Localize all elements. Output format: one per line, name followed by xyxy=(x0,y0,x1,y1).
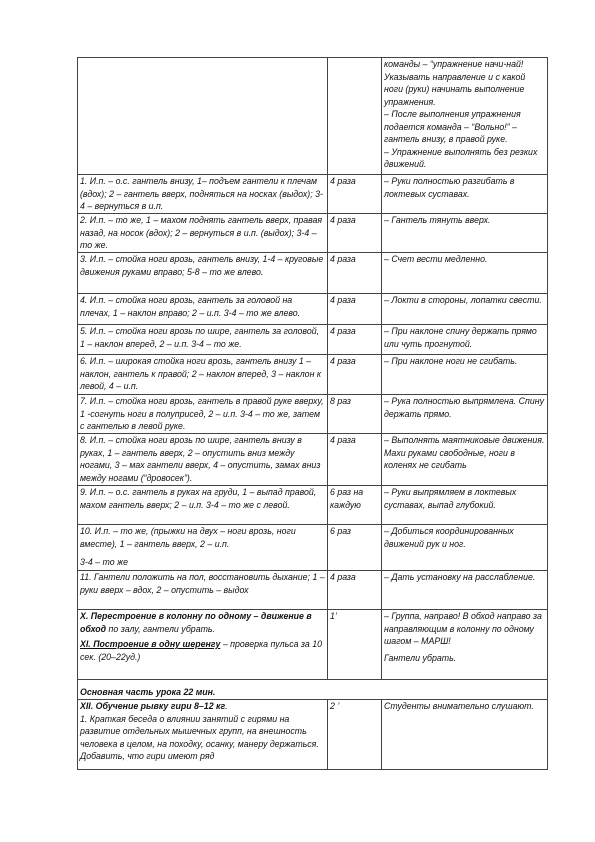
exercise-cell: 3. И.п. – стойка ноги врозь, гантель внизу, 1-4 – круговые движения руками вправо; 5-8 – то же влево. xyxy=(78,253,328,294)
exercise-cell: 6. И.п. – широкая стойка ноги врозь, гантель внизу 1 – наклон, гантель к правой; 2 – наклон вперед, 3 – наклон к левой, 4 – и.п. xyxy=(78,355,328,395)
exercise-text-extra: 1. Краткая беседа о влиянии занятий с гирями на развитие отдельных мышечных групп, на внешность человека в целом, на походку, осанку, манеру держаться. Добавить, что гири имеют ряд xyxy=(80,713,319,761)
exercise-cell: 2. И.п. – то же, 1 – махом поднять гантель вверх, правая назад, на носок (вдох); 2 – вернуться в и.п. (выдох); 3-4 – то же. xyxy=(78,214,328,253)
notes-cell: Студенты внимательно слушают. xyxy=(382,700,548,770)
notes-cell: – Рука полностью выпрямлена. Спину держать прямо. xyxy=(382,395,548,434)
notes-cell: – Выполнять маятниковые движения. Махи руками свободные, ноги в коленях не сгибать xyxy=(382,434,548,486)
dose-cell: 4 раза xyxy=(328,253,382,294)
dose-cell: 4 раза xyxy=(328,325,382,355)
notes-cell: – Счет вести медленно. xyxy=(382,253,548,294)
exercise-text: 10. И.п. – то же, (прыжки на двух – ноги врозь, ноги вместе), 1 – гантель вверх, 2 – и.п. xyxy=(80,526,296,549)
notes-cell: – Руки выпрямляем в локтевых суставах, выпад глубокий. xyxy=(382,486,548,525)
exercise-text xyxy=(80,700,325,713)
dose-cell: 4 раза xyxy=(328,355,382,395)
exercise-text-rest: . xyxy=(225,701,228,711)
dose-cell: 6 раз xyxy=(328,525,382,571)
table-row xyxy=(78,525,548,571)
table-row xyxy=(78,355,548,395)
dose-cell: 4 раза xyxy=(328,175,382,214)
table-row xyxy=(78,434,548,486)
table-row xyxy=(78,486,548,525)
table-row xyxy=(78,294,548,325)
notes-cell xyxy=(382,58,548,175)
exercise-text-extra: 3-4 – то же xyxy=(80,557,129,567)
table-row xyxy=(78,214,548,253)
exercise-cell: 4. И.п. – стойка ноги врозь, гантель за головой на плечах, 1 – наклон вправо; 2 – и.п. 3-4 – то же влево. xyxy=(78,294,328,325)
dose-cell: 4 раза xyxy=(328,434,382,486)
exercise-cell: 7. И.п. – стойка ноги врозь, гантель в правой руке вверху, 1 -согнуть ноги в полуприсед, 2 – и.п. 3-4 – то же, затем с гантелью в левой руке. xyxy=(78,395,328,434)
table-row xyxy=(78,58,548,175)
notes-cell: – При наклоне ноги не сгибать. xyxy=(382,355,548,395)
dose-cell: 4 раза xyxy=(328,571,382,610)
table-row xyxy=(78,680,548,700)
dose-cell xyxy=(328,58,382,175)
exercise-cell xyxy=(78,700,328,770)
dose-cell: 4 раза xyxy=(328,214,382,253)
exercise-cell xyxy=(78,610,328,680)
table-row xyxy=(78,175,548,214)
exercise-cell xyxy=(78,525,328,571)
table-row xyxy=(78,610,548,680)
section-heading: XII. Обучение рывку гири 8–12 кг xyxy=(80,701,226,711)
exercise-cell: 1. И.п. – о.с. гантель внизу, 1– подъем гантели к плечам (вдох); 2 – гантель вверх, подняться на носках (выдох); 3-4 – вернуться в и.п. xyxy=(78,175,328,214)
dose-cell: 2 ’ xyxy=(328,700,382,770)
section-heading: XI. Построение в одну шеренгу xyxy=(80,639,221,649)
exercise-cell: 9. И.п. – о.с. гантель в руках на груди, 1 – выпад правой, махом гантель вверх; 2 – и.п. 3-4 – то же с левой. xyxy=(78,486,328,525)
dose-cell: 8 раз xyxy=(328,395,382,434)
notes-text-extra: Гантели убрать. xyxy=(384,652,457,663)
exercise-text-extra xyxy=(80,638,325,663)
table-row xyxy=(78,571,548,610)
exercise-text xyxy=(80,610,325,635)
exercise-cell xyxy=(78,58,328,175)
notes-text: – Группа, направо! В обход направо за направляющим в колонну по одному шагом – МАРШ! xyxy=(384,611,542,646)
table-row xyxy=(78,325,548,355)
exercise-text-rest: – проверка пульса за 10 сек. (20–22уд.) xyxy=(80,639,323,662)
section-title-cell: Основная часть урока 22 мин. xyxy=(78,680,548,700)
table-row xyxy=(78,395,548,434)
notes-cell: – Добиться координированных движений рук и ног. xyxy=(382,525,548,571)
section-heading: X. Перестроение в колонну по одному – движение в обход xyxy=(80,611,312,634)
notes-text: команды – “упражнение начи-най! Указывать направление и с какой ноги (руки) начинать выполнение упражнения. – После выполнения упражнения подается команда – “Вольно!” – гантель внизу, в правой руке. – Упражнение выполнять без резких движений. xyxy=(384,59,538,169)
exercise-cell: 8. И.п. – стойка ноги врозь по шире, гантель внизу в руках, 1 – гантель вверх, 2 – опустить вниз между ногами, 3 – мах гантели вверх, 4 – опустить, замах вниз между ногами (“дровосек”). xyxy=(78,434,328,486)
notes-cell: – Локти в стороны, лопатки свести. xyxy=(382,294,548,325)
notes-cell: – При наклоне спину держать прямо или чуть прогнутой. xyxy=(382,325,548,355)
exercise-cell: 5. И.п. – стойка ноги врозь по шире, гантель за головой, 1 – наклон вперед, 2 – и.п. 3-4 – то же. xyxy=(78,325,328,355)
notes-cell xyxy=(382,610,548,680)
dose-cell: 1’ xyxy=(328,610,382,680)
exercise-table xyxy=(77,57,548,770)
dose-cell: 6 раз на каждую xyxy=(328,486,382,525)
dose-cell: 4 раза xyxy=(328,294,382,325)
notes-cell: – Руки полностью разгибать в локтевых суставах. xyxy=(382,175,548,214)
notes-cell: – Гантель тянуть вверх. xyxy=(382,214,548,253)
table-row xyxy=(78,700,548,770)
exercise-text-rest: по залу, гантели убрать. xyxy=(106,623,215,634)
table-row xyxy=(78,253,548,294)
notes-cell: – Дать установку на расслабление. xyxy=(382,571,548,610)
exercise-cell: 11. Гантели положить на пол, восстановить дыхание; 1 – руки вверх – вдох, 2 – опустить – выдох xyxy=(78,571,328,610)
